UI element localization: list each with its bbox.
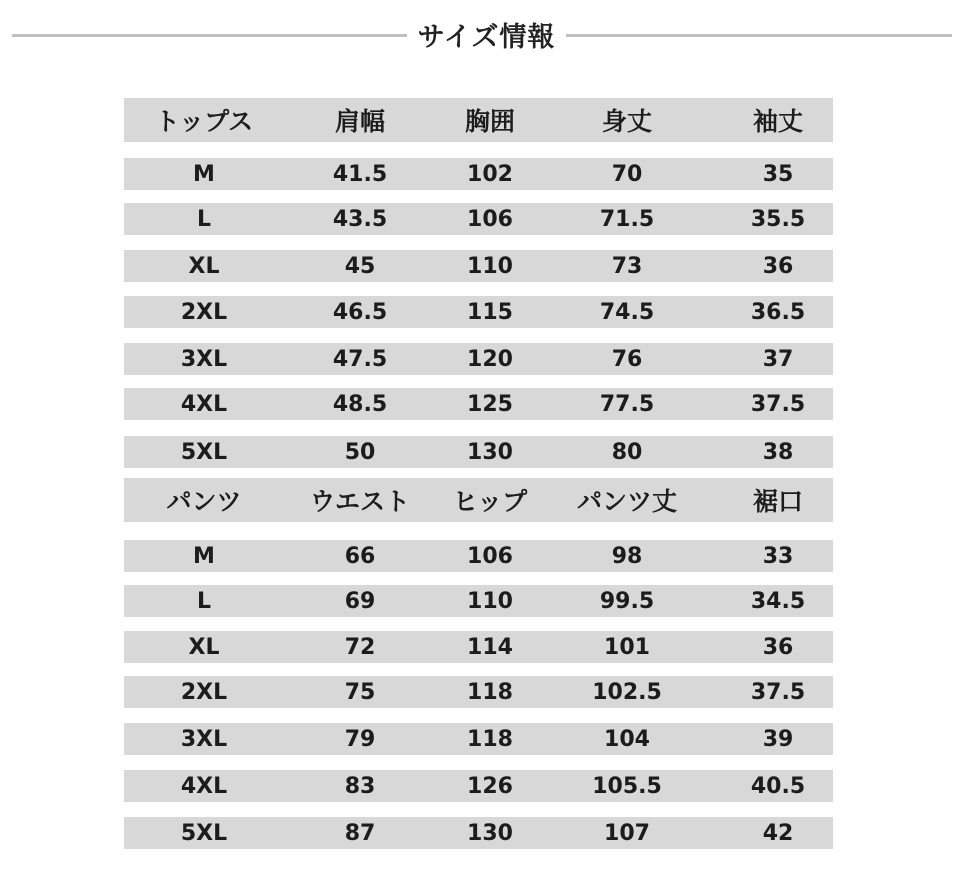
pants-header-cell: パンツ丈 <box>576 487 677 516</box>
measurement-value: 110 <box>467 588 513 614</box>
measurement-value: 106 <box>467 206 513 232</box>
measurement-value: 37.5 <box>750 679 806 705</box>
measurement-value: 105.5 <box>592 773 662 799</box>
measurement-value: 80 <box>611 439 643 465</box>
measurement-value: 118 <box>467 679 513 705</box>
size-label: M <box>193 543 215 569</box>
measurement-value: 101 <box>604 634 650 660</box>
table-row <box>124 436 833 468</box>
pants-header-cell: 裾口 <box>752 487 803 516</box>
measurement-value: 71.5 <box>599 206 655 232</box>
measurement-value: 99.5 <box>599 588 655 614</box>
measurement-value: 79 <box>344 726 376 752</box>
size-label: 4XL <box>180 391 228 417</box>
measurement-value: 102 <box>467 161 513 187</box>
measurement-value: 73 <box>611 253 643 279</box>
measurement-value: 74.5 <box>599 299 655 325</box>
measurement-value: 50 <box>344 439 376 465</box>
table-row <box>124 585 833 617</box>
measurement-value: 75 <box>344 679 376 705</box>
pants-header-cell: ヒップ <box>452 487 528 516</box>
measurement-value: 42 <box>762 820 794 846</box>
measurement-value: 34.5 <box>750 588 806 614</box>
tops-header-cell: 袖丈 <box>752 107 803 136</box>
table-row <box>124 723 833 755</box>
size-label: 4XL <box>180 773 228 799</box>
table-row <box>124 770 833 802</box>
table-row <box>124 388 833 420</box>
measurement-value: 33 <box>762 543 794 569</box>
measurement-value: 77.5 <box>599 391 655 417</box>
size-label: L <box>196 588 212 614</box>
measurement-value: 114 <box>467 634 513 660</box>
table-row <box>124 203 833 235</box>
size-label: XL <box>188 253 220 279</box>
page-title: サイズ情報 <box>417 22 556 53</box>
tops-header-cell: トップス <box>154 107 254 136</box>
tops-header-cell: 身丈 <box>601 107 652 136</box>
pants-header-cell: ウエスト <box>309 487 410 516</box>
measurement-value: 110 <box>467 253 513 279</box>
measurement-value: 36 <box>762 253 794 279</box>
measurement-value: 104 <box>604 726 650 752</box>
measurement-value: 87 <box>344 820 376 846</box>
table-row <box>124 676 833 708</box>
size-label: XL <box>188 634 220 660</box>
table-row <box>124 250 833 282</box>
table-row <box>124 817 833 849</box>
measurement-value: 35 <box>762 161 794 187</box>
measurement-value: 35.5 <box>750 206 806 232</box>
size-label: 2XL <box>180 299 228 325</box>
measurement-value: 125 <box>467 391 513 417</box>
measurement-value: 43.5 <box>332 206 388 232</box>
table-row <box>124 296 833 328</box>
table-row <box>124 631 833 663</box>
measurement-value: 120 <box>467 346 513 372</box>
measurement-value: 39 <box>762 726 794 752</box>
measurement-value: 66 <box>344 543 376 569</box>
measurement-value: 47.5 <box>332 346 388 372</box>
size-label: L <box>196 206 212 232</box>
title-row <box>0 0 963 70</box>
tops-header-cell: 胸囲 <box>464 107 515 136</box>
measurement-value: 46.5 <box>332 299 388 325</box>
size-label: M <box>193 161 215 187</box>
tops-header-row <box>124 98 833 142</box>
measurement-value: 70 <box>611 161 643 187</box>
size-label: 3XL <box>180 346 228 372</box>
measurement-value: 118 <box>467 726 513 752</box>
measurement-value: 38 <box>762 439 794 465</box>
table-row <box>124 343 833 375</box>
measurement-value: 98 <box>611 543 643 569</box>
measurement-value: 36 <box>762 634 794 660</box>
measurement-value: 37 <box>762 346 794 372</box>
measurement-value: 45 <box>344 253 376 279</box>
size-label: 2XL <box>180 679 228 705</box>
measurement-value: 37.5 <box>750 391 806 417</box>
table-row <box>124 540 833 572</box>
size-label: 5XL <box>180 439 228 465</box>
measurement-value: 76 <box>611 346 643 372</box>
measurement-value: 130 <box>467 439 513 465</box>
measurement-value: 107 <box>604 820 650 846</box>
pants-header-row <box>124 478 833 522</box>
size-label: 3XL <box>180 726 228 752</box>
measurement-value: 41.5 <box>332 161 388 187</box>
measurement-value: 115 <box>467 299 513 325</box>
measurement-value: 130 <box>467 820 513 846</box>
tops-header-cell: 肩幅 <box>334 107 385 136</box>
measurement-value: 106 <box>467 543 513 569</box>
pants-header-cell: パンツ <box>166 487 242 516</box>
title-rule-right <box>566 34 952 37</box>
measurement-value: 36.5 <box>750 299 806 325</box>
table-row <box>124 158 833 190</box>
measurement-value: 126 <box>467 773 513 799</box>
measurement-value: 83 <box>344 773 376 799</box>
measurement-value: 69 <box>344 588 376 614</box>
measurement-value: 40.5 <box>750 773 806 799</box>
size-label: 5XL <box>180 820 228 846</box>
measurement-value: 48.5 <box>332 391 388 417</box>
title-rule-left <box>12 34 407 37</box>
measurement-value: 72 <box>344 634 376 660</box>
measurement-value: 102.5 <box>592 679 662 705</box>
